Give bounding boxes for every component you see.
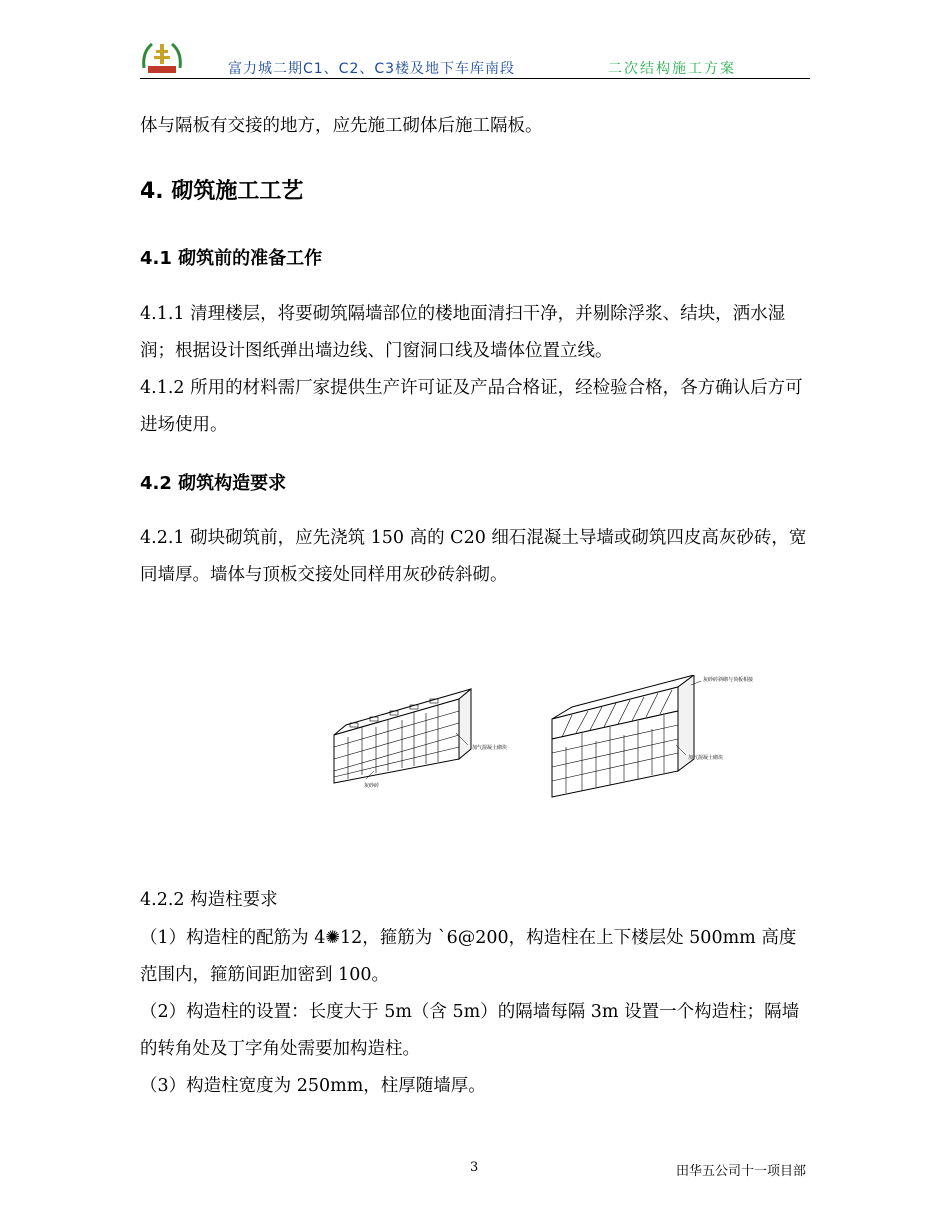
left-label-right: 加气混凝土砌块: [472, 745, 508, 751]
paragraph-4-1-1: 4.1.1 清理楼层，将要砌筑隔墙部位的楼地面清扫干净，并剔除浮浆、结块，洒水湿润；根据设计图纸弹出墙边线、门窗洞口线及墙体位置立线。: [140, 304, 786, 361]
right-label-top: 灰砂砖斜砌与顶板相接: [703, 677, 754, 683]
wall-construction-figure: [326, 675, 816, 805]
paragraph-4-2-2-title: 4.2.2 构造柱要求: [140, 890, 278, 910]
company-logo-icon: [140, 38, 184, 78]
footer-organization: 田华五公司十一项目部: [676, 1164, 807, 1179]
paragraph-4-2-2-item-1: （1）构造柱的配筋为 4✺12，箍筋为 `6@200，构造柱在上下楼层处 500mm 高度范围内，箍筋间距加密到 100。: [140, 928, 797, 985]
section-4-heading: 4. 砌筑施工工艺: [140, 179, 304, 204]
left-wall-diagram: [334, 689, 507, 789]
section-4-1-heading: 4.1 砌筑前的准备工作: [140, 248, 323, 269]
paragraph-4-1-2: 4.1.2 所用的材料需厂家提供生产许可证及产品合格证，经检验合格，各方确认后方可进场使用。: [140, 378, 803, 435]
wall-diagrams: [326, 675, 816, 805]
header-subtitle: 二次结构施工方案: [608, 61, 736, 77]
paragraph-4-2-2-item-3: （3）构造柱宽度为 250mm，柱厚随墙厚。: [140, 1076, 486, 1096]
section-4-2-heading: 4.2 砌筑构造要求: [140, 473, 287, 494]
right-label-right: 加气混凝土砌块: [688, 755, 724, 761]
header-title: 富力城二期C1、C2、C3楼及地下车库南段: [228, 61, 516, 77]
intro-paragraph: 体与隔板有交接的地方，应先施工砌体后施工隔板。: [140, 116, 543, 136]
paragraph-4-2-2-item-2: （2）构造柱的设置：长度大于 5m（含 5m）的隔墙每隔 3m 设置一个构造柱；隔墙的转角处及丁字角处需要加构造柱。: [140, 1002, 800, 1059]
page-header: [140, 38, 810, 82]
page-number: 3: [470, 1160, 479, 1175]
left-label-bottom: 灰砂砖: [364, 783, 380, 789]
header-rule: [140, 78, 810, 79]
right-wall-diagram: [552, 675, 753, 797]
paragraph-4-2-1: 4.2.1 砌块砌筑前，应先浇筑 150 高的 C20 细石混凝土导墙或砌筑四皮高灰砂砖，宽同墙厚。墙体与顶板交接处同样用灰砂砖斜砌。: [140, 528, 807, 585]
